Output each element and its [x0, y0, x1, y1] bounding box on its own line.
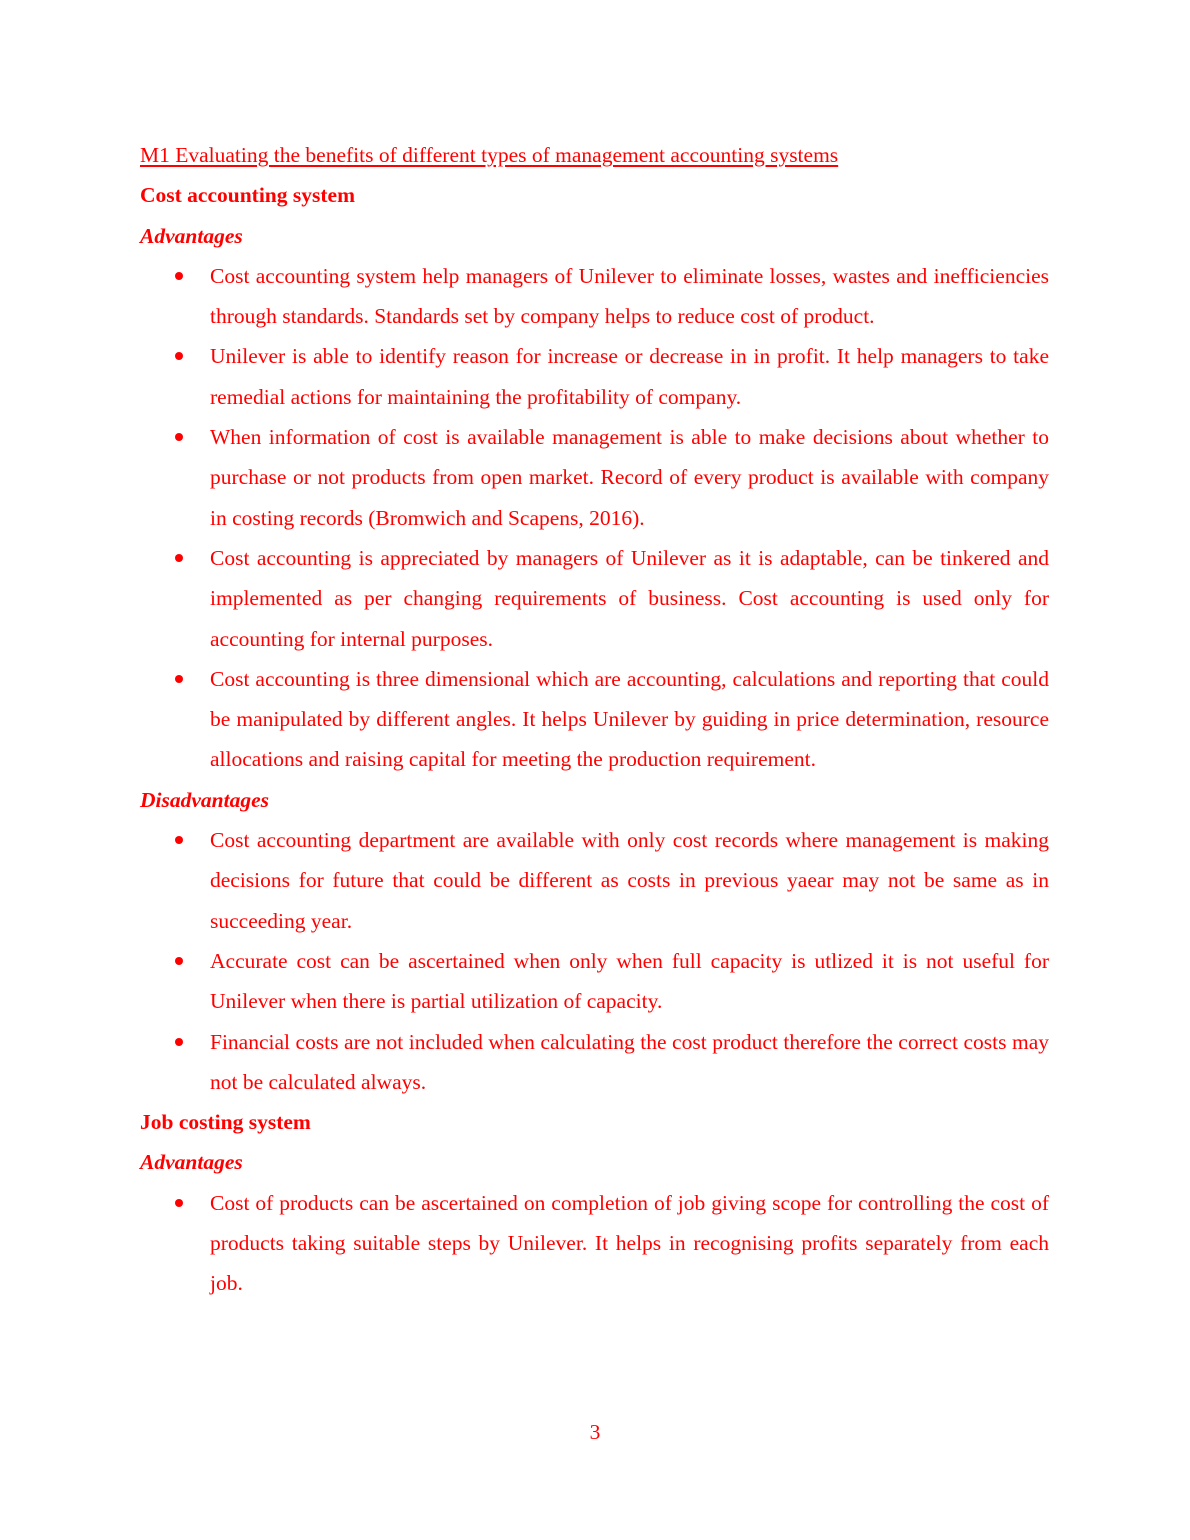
bullet-icon — [175, 352, 183, 360]
cost-accounting-advantages-label: Advantages — [140, 223, 243, 248]
bullet-icon — [175, 957, 183, 965]
job-costing-advantages-list — [140, 1183, 1049, 1304]
bullet-icon — [175, 675, 183, 683]
bullet-icon — [175, 1038, 183, 1046]
bullet-icon — [175, 1199, 183, 1207]
cost-accounting-advantages-list — [140, 256, 1049, 780]
bullet-icon — [175, 272, 183, 280]
page-number: 3 — [589, 1420, 601, 1444]
list-item: Unilever is able to identify reason for increase or decrease in in profit. It help managers to take remedial actions for maintaining the profitability of company. — [140, 336, 1049, 417]
bullet-icon — [175, 554, 183, 562]
list-item: Financial costs are not included when calculating the cost product therefore the correct costs may not be calculated always. — [140, 1022, 1049, 1103]
list-item: Cost accounting is three dimensional which are accounting, calculations and reporting that could be manipulated by different angles. It helps Unilever by guiding in price determination, resource allocations and raising capital for meeting the production requirement. — [140, 659, 1049, 780]
bullet-icon — [175, 836, 183, 844]
list-item: When information of cost is available management is able to make decisions about whether to purchase or not products from open market. Record of every product is available with company in costing records (Bromwich and Scapens, 2016). — [140, 417, 1049, 538]
section-title: M1 Evaluating the benefits of different types of management accounting systems — [140, 143, 839, 167]
job-costing-heading: Job costing system — [140, 1110, 311, 1135]
cost-accounting-disadvantages-label: Disadvantages — [140, 787, 269, 812]
list-item: Cost accounting is appreciated by managers of Unilever as it is adaptable, can be tinkered and implemented as per changing requirements of business. Cost accounting is used only for accounting for internal purposes. — [140, 538, 1049, 659]
list-item: Cost of products can be ascertained on completion of job giving scope for controlling the cost of products taking suitable steps by Unilever. It helps in recognising profits separately from each job. — [140, 1183, 1049, 1304]
document-page — [140, 135, 1049, 1304]
cost-accounting-disadvantages-list — [140, 820, 1049, 1102]
bullet-icon — [175, 433, 183, 441]
job-costing-advantages-label: Advantages — [140, 1150, 243, 1175]
list-item: Cost accounting system help managers of Unilever to eliminate losses, wastes and inefficiencies through standards. Standards set by company helps to reduce cost of product. — [140, 256, 1049, 337]
list-item: Cost accounting department are available with only cost records where management is making decisions for future that could be different as costs in previous yaear may not be same as in succeeding year. — [140, 820, 1049, 941]
cost-accounting-heading: Cost accounting system — [140, 183, 355, 208]
list-item: Accurate cost can be ascertained when only when full capacity is utlized it is not useful for Unilever when there is partial utilization of capacity. — [140, 941, 1049, 1022]
